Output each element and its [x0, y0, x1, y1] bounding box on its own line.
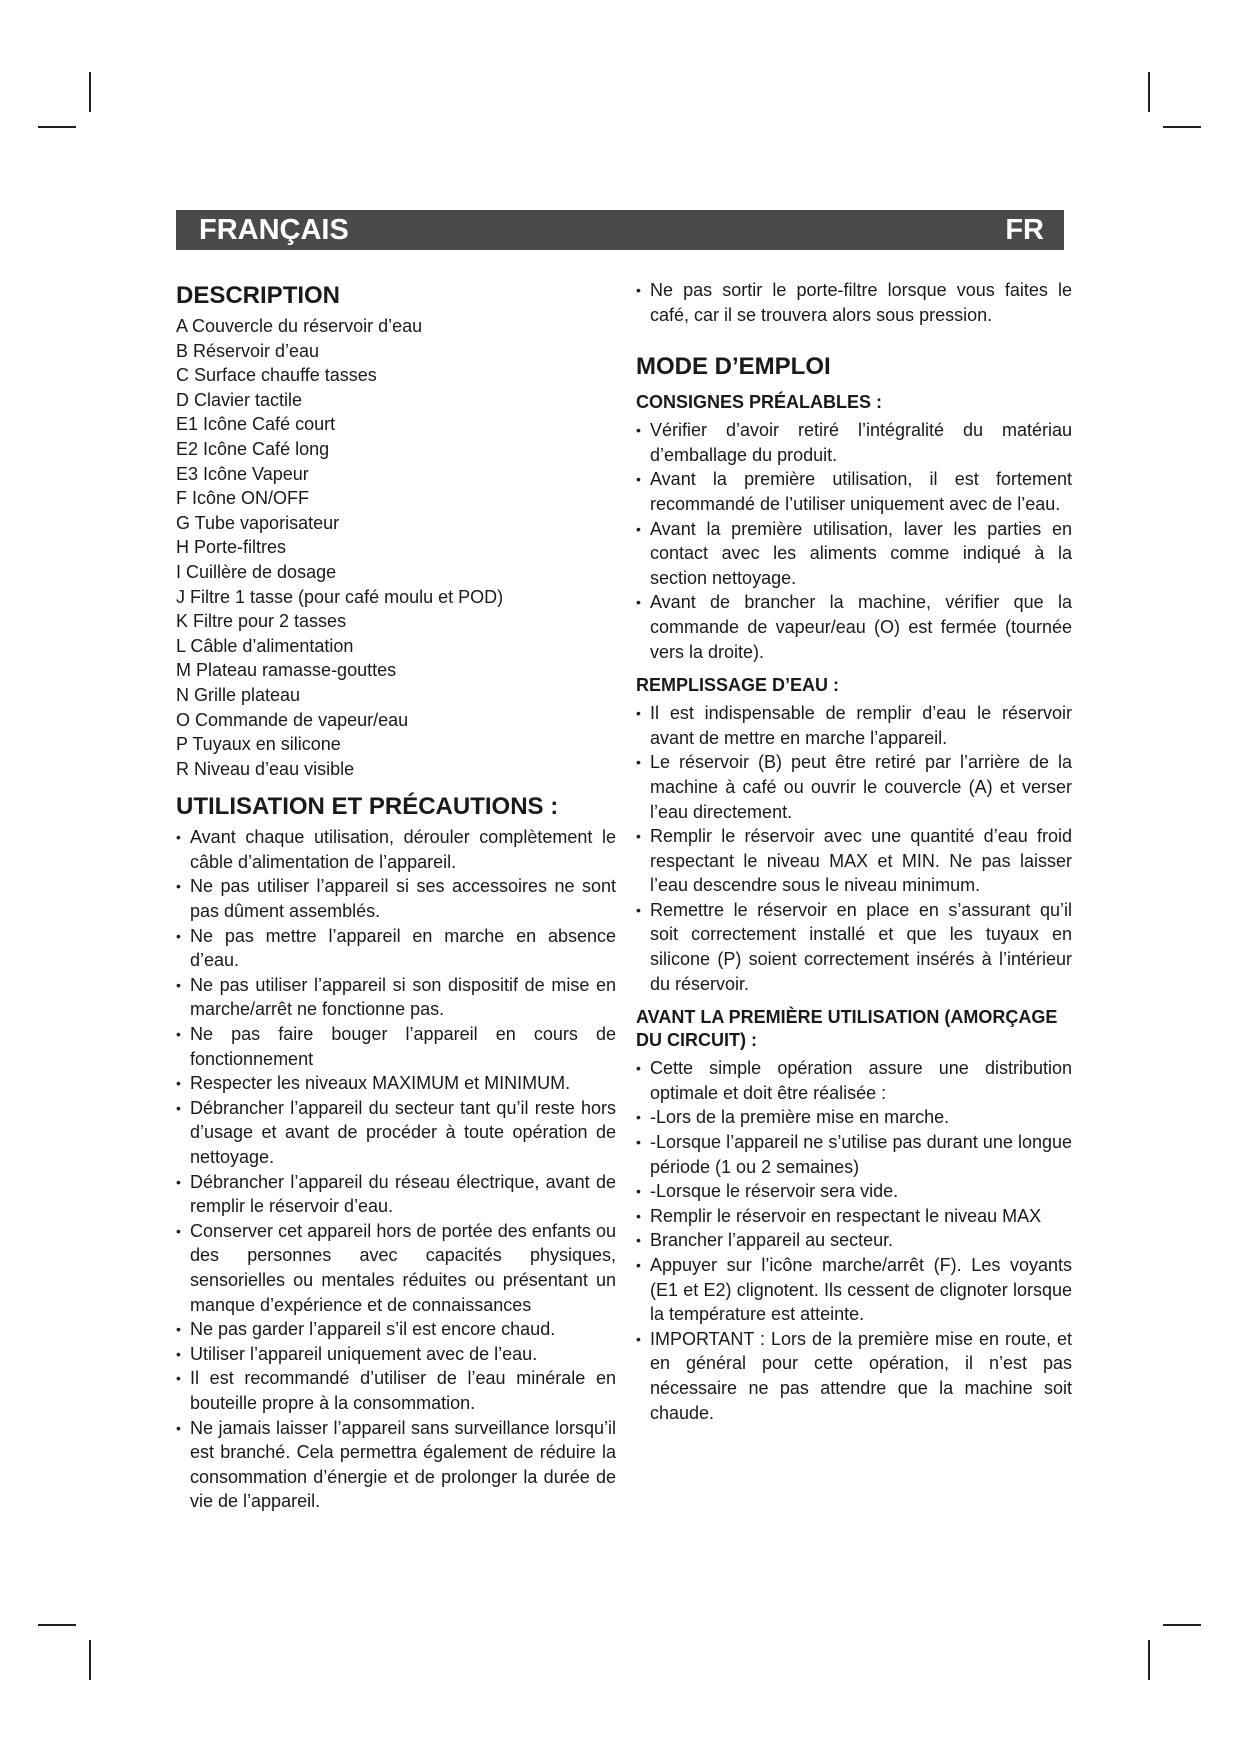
consigne-item: • Avant la première utilisation, laver les parties en contact avec les aliments comme indiqué à la section nettoyage.: [636, 517, 1072, 591]
parts-list-item: E3 Icône Vapeur: [176, 463, 309, 484]
parts-list-item: E1 Icône Café court: [176, 414, 336, 435]
language-banner: [176, 210, 1064, 250]
crop-mark: [1163, 1624, 1201, 1626]
amorcage-list: [636, 1056, 1072, 1425]
parts-list-item: I Cuillère de dosage: [176, 561, 337, 582]
crop-mark: [1148, 1640, 1150, 1680]
remplissage-list: [636, 701, 1072, 996]
precaution-item: • Respecter les niveaux MAXIMUM et MINIMUM.: [176, 1071, 616, 1096]
amorcage-item: • -Lorsque le réservoir sera vide.: [636, 1179, 1072, 1204]
consigne-item: • Avant de brancher la machine, vérifier que la commande de vapeur/eau (O) est fermée (tournée vers la droite).: [636, 590, 1072, 664]
parts-list-item: F Icône ON/OFF: [176, 488, 310, 509]
remplissage-item: • Le réservoir (B) peut être retiré par l’arrière de la machine à café ou ouvrir le couvercle (A) et verser l’eau directement.: [636, 750, 1072, 824]
consignes-list: [636, 418, 1072, 664]
precaution-item: • Ne pas faire bouger l’appareil en cours de fonctionnement: [176, 1022, 616, 1071]
precaution-item: • Conserver cet appareil hors de portée des enfants ou des personnes avec capacités physiques, sensorielles ou mentales réduites ou présentant un manque d’expérience et de connaissances: [176, 1219, 616, 1317]
parts-list: [176, 314, 616, 781]
remplissage-item: • Remplir le réservoir avec une quantité d’eau froid respectant le niveau MAX et MIN. Ne pas laisser l’eau descendre sous le niveau minimum.: [636, 824, 1072, 898]
amorcage-item: • Brancher l’appareil au secteur.: [636, 1228, 1072, 1253]
consignes-heading: CONSIGNES PRÉALABLES :: [636, 392, 883, 413]
consigne-item: • Vérifier d’avoir retiré l’intégralité du matériau d’emballage du produit.: [636, 418, 1072, 467]
parts-list-item: J Filtre 1 tasse (pour café moulu et POD): [176, 586, 504, 607]
parts-list-item: C Surface chauffe tasses: [176, 365, 377, 386]
mode-emploi-heading: MODE D’EMPLOI: [636, 353, 831, 381]
parts-list-item: A Couvercle du réservoir d’eau: [176, 316, 423, 336]
parts-list-item: N Grille plateau: [176, 684, 301, 705]
crop-mark: [89, 1640, 91, 1680]
precaution-item: • Ne pas utiliser l’appareil si ses accessoires ne sont pas dûment assemblés.: [176, 874, 616, 923]
parts-list-item: O Commande de vapeur/eau: [176, 709, 409, 730]
amorcage-item: • -Lorsque l’appareil ne s’utilise pas durant une longue période (1 ou 2 semaines): [636, 1130, 1072, 1179]
crop-mark: [89, 72, 91, 112]
precaution-item: • Débrancher l’appareil du secteur tant qu’il reste hors d’usage et avant de procéder à toute opération de nettoyage.: [176, 1096, 616, 1170]
intro-item: • Ne pas sortir le porte-filtre lorsque vous faites le café, car il se trouvera alors sous pression.: [636, 278, 1072, 327]
intro-list: [636, 278, 1072, 327]
left-column: [176, 278, 616, 1514]
amorcage-item: • Appuyer sur l’icône marche/arrêt (F). Les voyants (E1 et E2) clignotent. Ils cessent de clignoter lorsque la température est atteinte.: [636, 1253, 1072, 1327]
precaution-item: • Il est recommandé d’utiliser de l’eau minérale en bouteille propre à la consommation.: [176, 1366, 616, 1415]
amorcage-item: • Remplir le réservoir en respectant le niveau MAX: [636, 1204, 1072, 1229]
right-column: [636, 278, 1072, 1425]
parts-list-item: K Filtre pour 2 tasses: [176, 611, 347, 632]
language-code: FR: [1005, 214, 1044, 246]
parts-list-item: B Réservoir d’eau: [176, 340, 320, 361]
precaution-item: • Utiliser l’appareil uniquement avec de l’eau.: [176, 1342, 616, 1367]
crop-mark: [38, 126, 76, 128]
remplissage-item: • Remettre le réservoir en place en s’assurant qu’il soit correctement installé et que les tuyaux en silicone (P) soient correctement insérés à l’intérieur du réservoir.: [636, 898, 1072, 996]
parts-list-item: D Clavier tactile: [176, 389, 303, 410]
precautions-list: [176, 825, 616, 1514]
precaution-item: • Débrancher l’appareil du réseau électrique, avant de remplir le réservoir d’eau.: [176, 1170, 616, 1219]
amorcage-item: • Cette simple opération assure une distribution optimale et doit être réalisée :: [636, 1056, 1072, 1105]
language-title: FRANÇAIS: [199, 214, 349, 246]
amorcage-heading: AVANT LA PREMIÈRE UTILISATION (AMORÇAGE DU CIRCUIT) :: [636, 1007, 1058, 1051]
amorcage-item: • -Lors de la première mise en marche.: [636, 1105, 1072, 1130]
precaution-item: • Ne jamais laisser l’appareil sans surveillance lorsqu’il est branché. Cela permettra également de réduire la consommation d’énergie et de prolonger la durée de vie de l’appareil.: [176, 1416, 616, 1514]
precautions-heading: UTILISATION ET PRÉCAUTIONS :: [176, 793, 559, 821]
precaution-item: • Ne pas mettre l’appareil en marche en absence d’eau.: [176, 924, 616, 973]
parts-list-item: M Plateau ramasse-gouttes: [176, 660, 397, 681]
precaution-item: • Avant chaque utilisation, dérouler complètement le câble d’alimentation de l’appareil.: [176, 825, 616, 874]
precaution-item: • Ne pas utiliser l’appareil si son dispositif de mise en marche/arrêt ne fonctionne pas.: [176, 973, 616, 1022]
parts-list-item: E2 Icône Café long: [176, 438, 330, 459]
parts-list-item: G Tube vaporisateur: [176, 512, 340, 533]
crop-mark: [1163, 126, 1201, 128]
consigne-item: • Avant la première utilisation, il est fortement recommandé de l’utiliser uniquement avec de l’eau.: [636, 467, 1072, 516]
crop-mark: [1148, 72, 1150, 112]
precaution-item: • Ne pas garder l’appareil s’il est encore chaud.: [176, 1317, 616, 1342]
parts-list-item: L Câble d’alimentation: [176, 635, 354, 656]
parts-list-item: P Tuyaux en silicone: [176, 734, 341, 755]
remplissage-heading: REMPLISSAGE D’EAU :: [636, 675, 840, 696]
parts-list-item: R Niveau d’eau visible: [176, 758, 355, 779]
amorcage-item: • IMPORTANT : Lors de la première mise en route, et en général pour cette opération, il n’est pas nécessaire ne pas attendre que la machine soit chaude.: [636, 1327, 1072, 1425]
parts-list-item: H Porte-filtres: [176, 537, 287, 558]
crop-mark: [38, 1624, 76, 1626]
remplissage-item: • Il est indispensable de remplir d’eau le réservoir avant de mettre en marche l’appareil.: [636, 701, 1072, 750]
description-heading: DESCRIPTION: [176, 282, 341, 309]
